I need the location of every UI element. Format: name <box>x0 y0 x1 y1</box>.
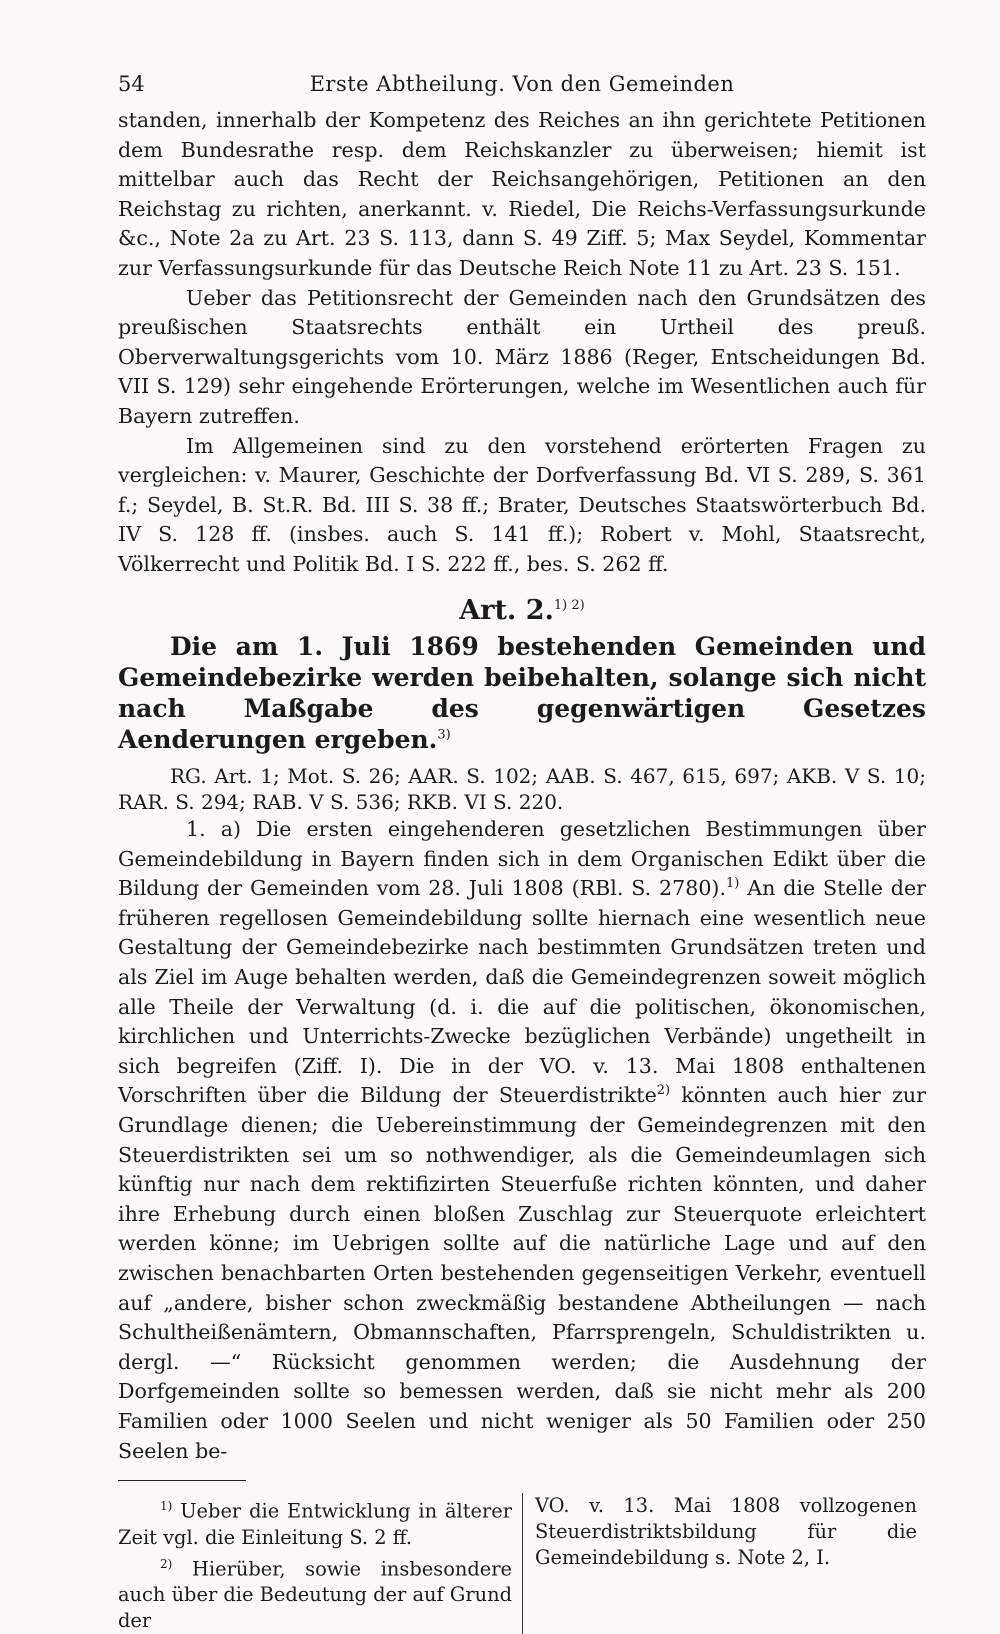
footnote-2-text: Hierüber, sowie insbesondere auch über die Bedeutung der auf Grund der <box>118 1557 512 1633</box>
article-text <box>118 631 926 755</box>
paragraph-continued: standen, innerhalb der Kompetenz des Reiches an ihn gerichtete Petitionen dem Bundesrathe resp. dem Reichskanzler zu überweisen; hiemit ist mittelbar auch das Recht der Reichsangehörigen, Petitionen an den Reichstag zu richten, anerkannt. v. Riedel, Die Reichs-Verfassungsurkunde &c., Note 2a zu Art. 23 S. 113, dann S. 49 Ziff. 5; Max Seydel, Kommentar zur Verfassungsurkunde für das Deutsche Reich Note 11 zu Art. 23 S. 151. <box>118 108 926 280</box>
commentary-part-1: 1. a) Die ersten eingehenderen gesetzlichen Bestimmungen über Gemeindebildung in Bayern finden sich in dem Organischen Edikt über die Bildung der Gemeinden vom 28. Juli 1808 (RBl. S. 2780). <box>118 817 926 901</box>
footnote-2 <box>118 1551 512 1634</box>
article-heading <box>118 596 926 626</box>
commentary-paragraph <box>118 815 926 1466</box>
page-header <box>118 66 926 106</box>
footnotes-right-column <box>523 1493 917 1634</box>
article-references: RG. Art. 1; Mot. S. 26; AAR. S. 102; AAB. S. 467, 615, 697; AKB. V S. 10; RAR. S. 294; RAB. V S. 536; RKB. VI S. 220. <box>118 764 926 815</box>
footnote-ref-2: 2) <box>656 1083 671 1099</box>
book-page <box>118 66 926 1634</box>
footnote-2-continued: VO. v. 13. Mai 1808 vollzogenen Steuerdistriktsbildung für die Gemeindebildung s. Note 2, I. <box>535 1494 917 1570</box>
footnote-1-mark: 1) <box>160 1499 173 1514</box>
footnotes <box>118 1493 926 1634</box>
commentary-part-3: könnten auch hier zur Grundlage dienen; die Uebereinstimmung der Gemeindegrenzen mit den Steuerdistrikten sei um so nothwendiger, als die Gemeindeumlagen sich künftig nur nach dem rektifizirten Steuerfuße richten könnten, und daher ihre Erhebung durch einen bloßen Zuschlag zur Steuerquote erleichtert werden könne; im Uebrigen sollte auf die natürliche Lage und auf den zwischen benachbarten Orten bestehenden gegenseitigen Verkehr, eventuell auf „andere, bisher schon zweckmäßig bestandene Abtheilungen — nach Schultheißenämtern, Obmannschaften, Pfarrsprengeln, Schuldistrikten u. dergl. —“ Rücksicht genommen werden; die Ausdehnung der Dorfgemeinden sollte so bemessen werden, daß sie nicht mehr als 200 Familien oder 1000 Seelen und nicht weniger als 50 Familien oder 250 Seelen be- <box>118 1083 926 1463</box>
footnotes-left-column <box>118 1493 523 1634</box>
article-heading-label: Art. 2. <box>459 594 554 626</box>
paragraph-literature: Im Allgemeinen sind zu den vorstehend erörterten Fragen zu vergleichen: v. Maurer, Geschichte der Dorfverfassung Bd. VI S. 289, S. 361 f.; Seydel, B. St.R. Bd. III S. 38 ff.; Brater, Deutsches Staatswörterbuch Bd. IV S. 128 ff. (insbes. auch S. 141 ff.); Robert v. Mohl, Staatsrecht, Völkerrecht und Politik Bd. I S. 222 ff., bes. S. 262 ff. <box>118 433 926 576</box>
page-body <box>118 106 926 1466</box>
article-heading-notes: 1) 2) <box>553 597 585 613</box>
footnote-divider <box>118 1480 246 1481</box>
running-title: Erste Abtheilung. Von den Gemeinden <box>309 72 735 96</box>
footnote-1 <box>118 1493 512 1550</box>
paragraph-petitionsrecht: Ueber das Petitionsrecht der Gemeinden nach den Grundsätzen des preußischen Staatsrechts enthält ein Urtheil des preuß. Oberverwaltungsgerichts vom 10. März 1886 (Reger, Entscheidungen Bd. VII S. 129) sehr eingehende Erörterungen, welche im Wesentlichen auch für Bayern zutreffen. <box>118 285 926 428</box>
footnote-1-text: Ueber die Entwicklung in älterer Zeit vgl. die Einleitung S. 2 ff. <box>118 1499 512 1549</box>
article-text-body: Die am 1. Juli 1869 bestehenden Gemeinden und Gemeindebezirke werden beibehalten, solange sich nicht nach Maßgabe des gegenwärtigen Gesetzes Aenderungen ergeben. <box>118 632 926 755</box>
footnote-2-mark: 2) <box>160 1556 173 1571</box>
footnote-ref-1: 1) <box>726 876 740 892</box>
page-number: 54 <box>118 72 145 96</box>
commentary-part-2: An die Stelle der früheren regellosen Gemeindebildung sollte hiernach eine wesentlich neue Gestaltung der Gemeindebezirke nach bestimmten Grundsätzen treten und als Ziel im Auge behalten werden, daß die Gemeindegrenzen soweit möglich alle Theile der Verwaltung (d. i. die auf die politischen, ökonomischen, kirchlichen und Unterrichts-Zwecke bezüglichen Verbände) ungetheilt in sich begreifen (Ziff. I). Die in der VO. v. 13. Mai 1808 enthaltenen Vorschriften über die Bildung der Steuerdistrikte <box>118 876 926 1108</box>
article-text-note: 3) <box>437 727 451 743</box>
